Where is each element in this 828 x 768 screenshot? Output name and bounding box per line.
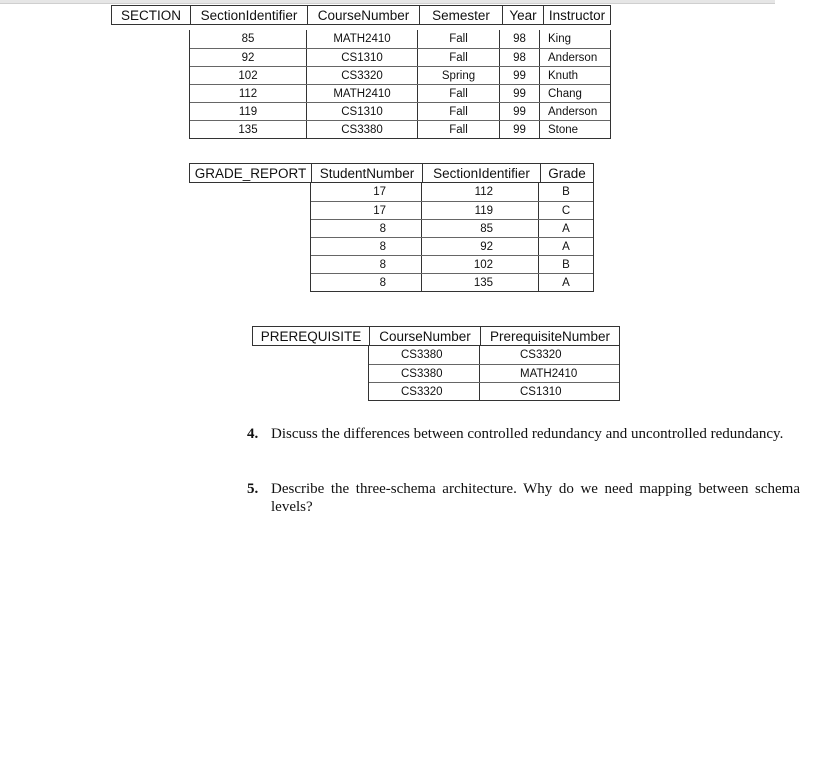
- cell: Fall: [417, 103, 499, 120]
- grade-report-col-sectionidentifier: SectionIdentifier: [422, 164, 540, 182]
- grade-report-relation-name: GRADE_REPORT: [194, 165, 307, 181]
- table-row: [190, 102, 610, 120]
- cell: 92: [241, 51, 255, 64]
- prerequisite-col-prerequisitenumber: PrerequisiteNumber: [480, 327, 619, 345]
- cell: 99: [499, 67, 539, 84]
- table-row: [311, 237, 593, 255]
- prerequisite-body: [368, 346, 620, 401]
- cell: Knuth: [539, 67, 610, 84]
- cell: 112: [238, 87, 258, 100]
- section-col-sectionidentifier: SectionIdentifier: [190, 6, 307, 24]
- prerequisite-relation-name: PREREQUISITE: [260, 328, 362, 344]
- cell: Fall: [417, 30, 499, 48]
- table-row: [190, 84, 610, 102]
- cell: 85: [241, 33, 255, 45]
- table-row: [369, 346, 619, 364]
- cell: CS3320: [306, 67, 417, 84]
- cell: 99: [499, 85, 539, 102]
- cell: 17: [373, 204, 386, 217]
- cell: B: [538, 256, 593, 273]
- cell: 17: [373, 186, 386, 198]
- cell: CS1310: [306, 49, 417, 66]
- cell: 99: [499, 103, 539, 120]
- cell: A: [538, 238, 593, 255]
- cell: 135: [238, 123, 258, 136]
- question-text: Describe the three-schema architecture. Why do we need mapping between schema levels?: [271, 481, 800, 515]
- table-row: [311, 183, 593, 201]
- cell: CS3380: [306, 121, 417, 138]
- prerequisite-header: [252, 326, 620, 346]
- cell: MATH2410: [479, 365, 619, 382]
- cell: 8: [379, 222, 386, 235]
- cell: 119: [238, 105, 258, 118]
- cell: 8: [379, 240, 386, 253]
- grade-report-col-studentnumber: StudentNumber: [311, 164, 422, 182]
- section-relation-name: SECTION: [120, 7, 181, 23]
- cell: 99: [499, 121, 539, 138]
- cell: A: [538, 274, 593, 291]
- top-divider-shadow: [0, 3, 775, 4]
- cell: Fall: [417, 49, 499, 66]
- cell: 85: [421, 220, 538, 237]
- table-row: [311, 255, 593, 273]
- table-row: [311, 201, 593, 219]
- cell: 98: [499, 49, 539, 66]
- cell: CS3320: [401, 385, 443, 398]
- cell: Chang: [539, 85, 610, 102]
- grade-report-col-grade: Grade: [540, 164, 593, 182]
- cell: Anderson: [539, 49, 610, 66]
- cell: CS3320: [479, 346, 619, 364]
- cell: C: [538, 202, 593, 219]
- section-body: [189, 30, 611, 139]
- grade-report-header: [189, 163, 594, 183]
- table-row: [311, 273, 593, 291]
- cell: 92: [421, 238, 538, 255]
- cell: B: [538, 183, 593, 201]
- cell: 135: [421, 274, 538, 291]
- table-row: [190, 30, 610, 48]
- cell: CS1310: [306, 103, 417, 120]
- question-number: 5.: [247, 481, 259, 497]
- question-number: 4.: [247, 426, 259, 442]
- prerequisite-col-coursenumber: CourseNumber: [369, 327, 480, 345]
- cell: 8: [379, 258, 386, 271]
- cell: MATH2410: [306, 85, 417, 102]
- cell: Anderson: [539, 103, 610, 120]
- cell: CS3380: [401, 367, 443, 380]
- section-col-year: Year: [502, 6, 543, 24]
- table-row: [311, 219, 593, 237]
- cell: MATH2410: [306, 30, 417, 48]
- cell: 8: [379, 276, 386, 289]
- table-row: [369, 364, 619, 382]
- question-4: [247, 425, 800, 443]
- cell: Fall: [417, 85, 499, 102]
- section-col-coursenumber: CourseNumber: [307, 6, 419, 24]
- cell: 112: [421, 183, 538, 201]
- cell: Fall: [417, 121, 499, 138]
- cell: 98: [499, 30, 539, 48]
- section-header: [111, 5, 611, 25]
- cell: CS1310: [479, 383, 619, 400]
- section-col-instructor: Instructor: [543, 6, 610, 24]
- table-row: [190, 48, 610, 66]
- table-row: [190, 66, 610, 84]
- question-text: Discuss the differences between controlled redundancy and uncontrolled redundancy.: [271, 426, 784, 442]
- grade-report-body: [310, 183, 594, 292]
- section-col-semester: Semester: [419, 6, 502, 24]
- cell: Spring: [417, 67, 499, 84]
- question-5: [247, 480, 800, 516]
- cell: A: [538, 220, 593, 237]
- cell: King: [539, 30, 610, 48]
- table-row: [190, 120, 610, 138]
- cell: 102: [421, 256, 538, 273]
- cell: 102: [238, 69, 258, 82]
- cell: CS3380: [401, 349, 443, 361]
- cell: Stone: [539, 121, 610, 138]
- cell: 119: [421, 202, 538, 219]
- table-row: [369, 382, 619, 400]
